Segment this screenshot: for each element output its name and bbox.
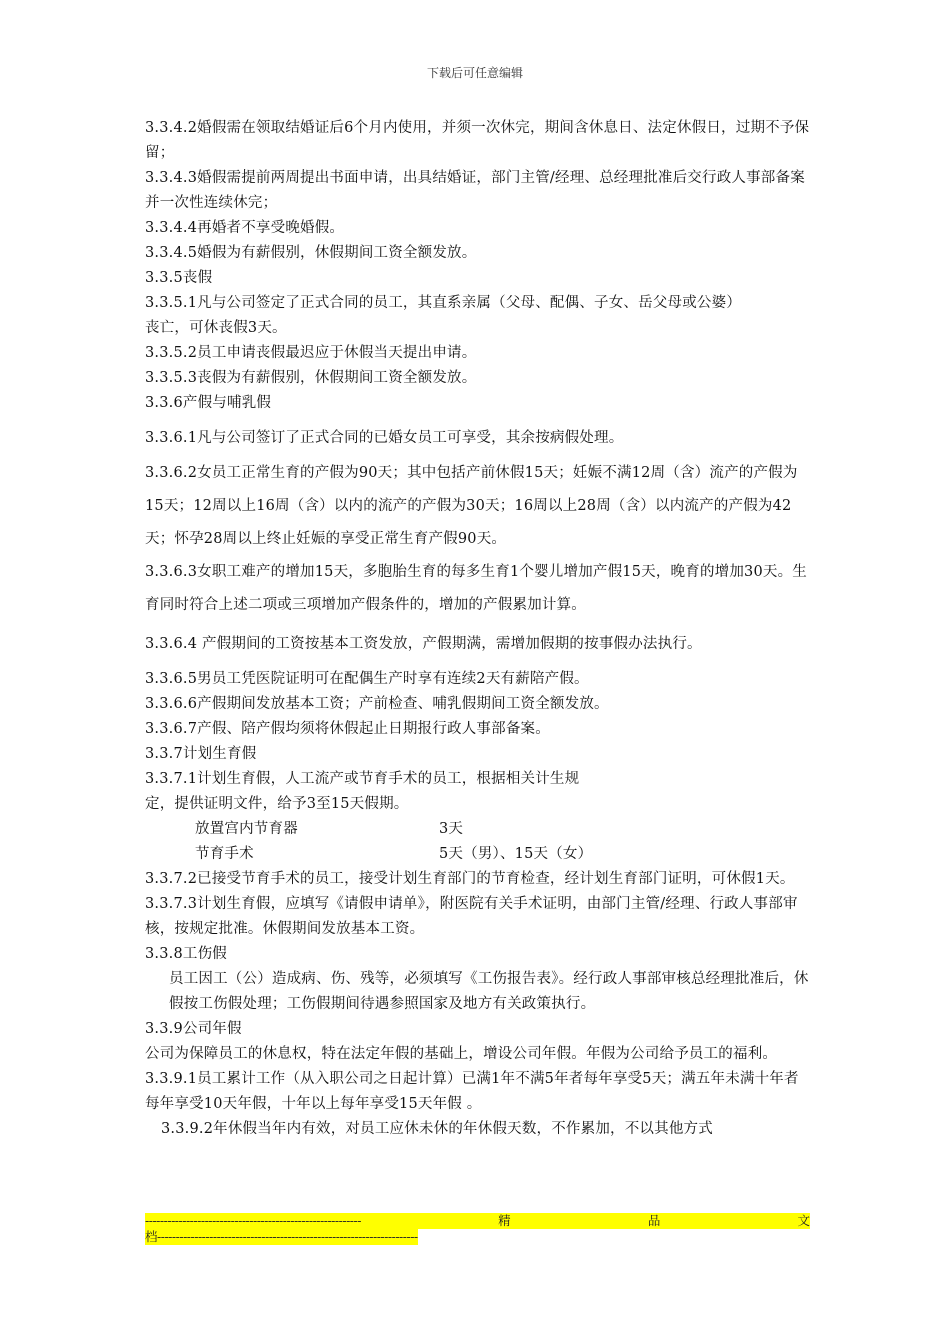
para-3-3-9-intro: 公司为保障员工的休息权，特在法定年假的基础上，增设公司年假。年假为公司给予员工的福利。 bbox=[145, 1046, 778, 1062]
para-3-3-4-5: 3.3.4.5婚假为有薪假别，休假期间工资全额发放。 bbox=[145, 245, 477, 261]
para-3-3-6-2: 3.3.6.2女员工正常生育的产假为90天；其中包括产前休假15天；妊娠不满12周（含）流产的产假为15天；12周以上16周（含）以内的流产的产假为30天；16周以上28周（含）以内流产的产假为42天；怀孕28周以上终止妊娠的享受正常生育产假90天。 bbox=[145, 465, 798, 547]
family-planning-leave-table bbox=[145, 817, 810, 867]
leave-item: 节育手术 bbox=[195, 846, 254, 862]
footer-dashes: ---------------------------------------------------------- bbox=[145, 1213, 361, 1228]
para-3-3-5-1-cont: 丧亡，可休丧假3天。 bbox=[145, 320, 287, 336]
para-3-3-5-3: 3.3.5.3丧假为有薪假别，休假期间工资全额发放。 bbox=[145, 370, 477, 386]
para-3-3-9-2: 3.3.9.2年休假当年内有效，对员工应休未休的年休假天数，不作累加，不以其他方式 bbox=[161, 1121, 713, 1137]
para-3-3-6-5: 3.3.6.5男员工凭医院证明可在配偶生产时享有连续2天有薪陪产假。 bbox=[145, 671, 589, 687]
para-3-3-8-body: 员工因工（公）造成病、伤、残等，必须填写《工伤报告表》。经行政人事部审核总经理批准后，休假按工伤假处理；工伤假期间待遇参照国家及地方有关政策执行。 bbox=[169, 971, 809, 1012]
leave-days: 5天（男）、15天（女） bbox=[439, 846, 593, 862]
footer-char: 品 bbox=[647, 1213, 661, 1228]
section-3-3-8-heading: 3.3.8工伤假 bbox=[145, 946, 227, 962]
para-3-3-4-4: 3.3.4.4再婚者不享受晚婚假。 bbox=[145, 220, 345, 236]
para-3-3-7-3: 3.3.7.3计划生育假，应填写《请假申请单》，附医院有关手术证明，由部门主管/经理、行政人事部审核，按规定批准。休假期间发放基本工资。 bbox=[145, 896, 798, 937]
para-3-3-6-6: 3.3.6.6产假期间发放基本工资；产前检查、哺乳假期间工资全额发放。 bbox=[145, 696, 609, 712]
para-3-3-5-1: 3.3.5.1凡与公司签定了正式合同的员工，其直系亲属（父母、配偶、子女、岳父母或公婆） bbox=[145, 295, 742, 311]
para-3-3-6-3: 3.3.6.3女职工难产的增加15天，多胞胎生育的每多生育1个婴儿增加产假15天，晚育的增加30天。生育同时符合上述二项或三项增加产假条件的，增加的产假累加计算。 bbox=[145, 564, 808, 613]
para-3-3-6-4: 3.3.6.4 产假期间的工资按基本工资发放，产假期满，需增加假期的按事假办法执行。 bbox=[145, 636, 702, 652]
para-3-3-7-2: 3.3.7.2已接受节育手术的员工，接受计划生育部门的节育检查，经计划生育部门证明，可休假1天。 bbox=[145, 871, 795, 887]
para-3-3-6-1: 3.3.6.1凡与公司签订了正式合同的已婚女员工可享受，其余按病假处理。 bbox=[145, 430, 624, 446]
para-3-3-7-1-cont: 定，提供证明文件，给予3至15天假期。 bbox=[145, 796, 409, 812]
table-row bbox=[195, 842, 810, 867]
table-row bbox=[195, 817, 810, 842]
section-3-3-6-heading: 3.3.6产假与哺乳假 bbox=[145, 395, 272, 411]
para-3-3-9-1: 3.3.9.1员工累计工作（从入职公司之日起计算）已满1年不满5年者每年享受5天；满五年未满十年者每年享受10天年假，十年以上每年享受15天年假 。 bbox=[145, 1071, 799, 1112]
para-3-3-4-2: 3.3.4.2婚假需在领取结婚证后6个月内使用，并须一次休完，期间含休息日、法定休假日，过期不予保留； bbox=[145, 120, 810, 161]
para-3-3-7-1: 3.3.7.1计划生育假，人工流产或节育手术的员工，根据相关计生规 bbox=[145, 771, 580, 787]
para-3-3-4-3: 3.3.4.3婚假需提前两周提出书面申请，出具结婚证，部门主管/经理、总经理批准后交行政人事部备案并一次性连续休完； bbox=[145, 170, 805, 211]
page-header: 下载后可任意编辑 bbox=[426, 66, 523, 80]
footer-line-1 bbox=[145, 1213, 810, 1229]
page-footer bbox=[145, 1213, 810, 1245]
footer-char: 文 bbox=[797, 1213, 810, 1228]
para-3-3-6-7: 3.3.6.7产假、陪产假均须将休假起止日期报行政人事部备案。 bbox=[145, 721, 550, 737]
footer-line-2: 档---------------------------------------------------------------------- bbox=[145, 1229, 418, 1244]
section-3-3-7-heading: 3.3.7计划生育假 bbox=[145, 746, 257, 762]
section-3-3-5-heading: 3.3.5丧假 bbox=[145, 270, 213, 286]
leave-item: 放置宫内节育器 bbox=[195, 821, 298, 837]
leave-days: 3天 bbox=[439, 821, 464, 837]
footer-char: 精 bbox=[498, 1213, 511, 1228]
para-3-3-5-2: 3.3.5.2员工申请丧假最迟应于休假当天提出申请。 bbox=[145, 345, 477, 361]
section-3-3-9-heading: 3.3.9公司年假 bbox=[145, 1021, 242, 1037]
document-body bbox=[145, 116, 810, 1142]
